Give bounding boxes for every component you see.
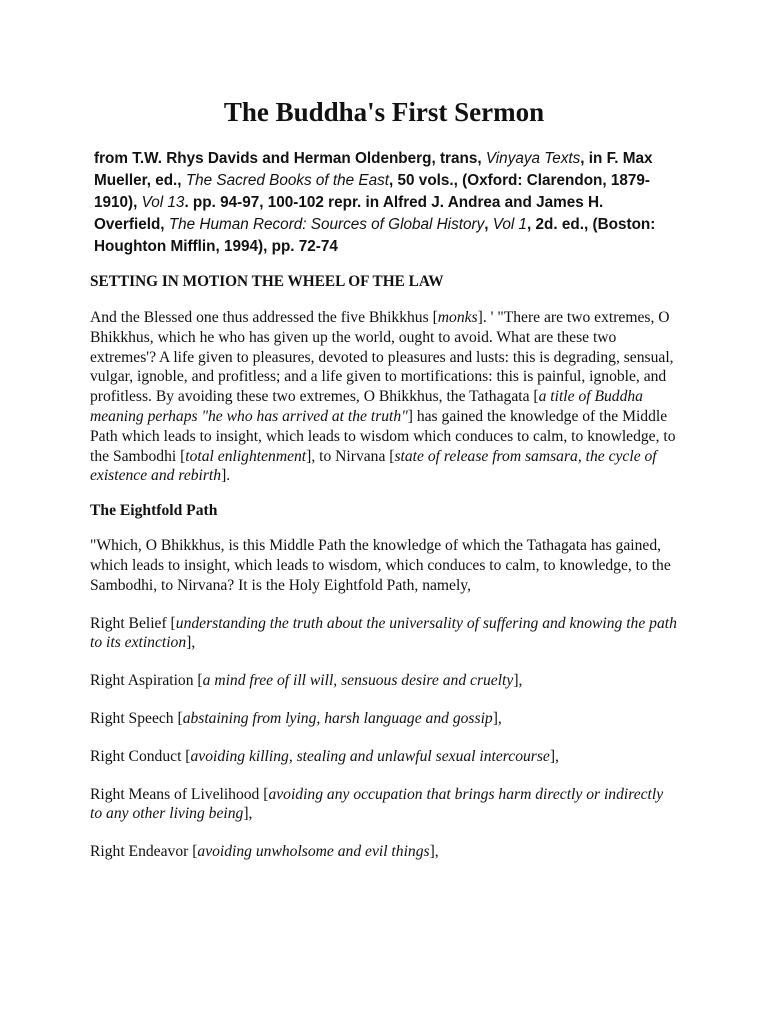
path-item-description: avoiding unwholsome and evil things (197, 843, 430, 861)
section-heading: SETTING IN MOTION THE WHEEL OF THE LAW (90, 273, 444, 290)
path-item-name: Right Means of Livelihood [ (90, 785, 269, 803)
paragraph-text: ]. (221, 467, 231, 485)
path-item-right-aspiration (90, 671, 678, 691)
paragraph-gloss: monks (437, 309, 478, 326)
citation-text: , 2d. ed., (Boston: Houghton Mifflin, 1994), pp. 72-74 (94, 216, 656, 255)
path-item-end: ], (243, 805, 253, 823)
citation-text: . pp. 94-97, 100-102 repr. in Alfred J. Andrea and James H. Overfield, (94, 194, 604, 233)
path-item-right-livelihood (90, 785, 678, 825)
path-item-name: Right Aspiration [ (90, 672, 203, 690)
path-item-description: avoiding killing, stealing and unlawful sexual intercourse (190, 747, 550, 765)
citation-italic: The Sacred Books of the East (185, 172, 390, 189)
path-item-name: Right Speech [ (90, 709, 183, 727)
document-title: The Buddha's First Sermon (223, 97, 545, 127)
citation-text: , 50 vols., (Oxford: Clarendon, 1879-1910), (94, 172, 651, 211)
citation-text: , (484, 216, 493, 233)
path-item-right-conduct (90, 747, 678, 767)
path-item-description: a mind free of ill will, sensuous desire and cruelty (202, 672, 514, 690)
path-item-end: ], (429, 843, 439, 861)
paragraph-text: ], to Nirvana [ (306, 447, 395, 465)
path-item-right-speech (90, 709, 678, 729)
path-item-right-endeavor (90, 842, 678, 862)
paragraph-gloss: total enlightenment (185, 447, 307, 465)
paragraph-text: ]. ' "There are two extremes, O Bhikkhus, which he who has given up the world, ought to avoid. What are these two extremes'? A life given to pleasures, devoted to pleasures and lusts: this is degrading, sensual, vulgar, ignoble, and profitless; and a life given to mortifications: this is painful, ignoble, and profitless. By avoiding these two extremes, O Bhikkhus, the Tathagata [ (90, 309, 674, 406)
path-item-end: ], (186, 634, 196, 652)
path-item-end: ], (492, 709, 502, 727)
paragraph-text: And the Blessed one thus addressed the five Bhikkhus [ (90, 309, 438, 326)
path-item-name: Right Belief [ (90, 614, 176, 632)
path-item-end: ], (513, 672, 523, 690)
path-item-description: abstaining from lying, harsh language and gossip (182, 709, 493, 727)
path-item-right-belief (90, 614, 678, 654)
paragraph-text: ] has gained the knowledge of the Middle Path which leads to insight, which leads to wisdom which conduces to calm, to knowledge, to the Sambodhi [ (90, 407, 676, 465)
citation-text: from T.W. Rhys Davids and Herman Oldenberg, trans, (94, 150, 486, 167)
citation-italic: The Human Record: Sources of Global History (168, 216, 485, 233)
citation-italic: Vinyaya Texts (485, 150, 581, 167)
path-item-name: Right Endeavor [ (90, 843, 198, 861)
citation-italic: Vol 1 (492, 216, 528, 233)
path-item-end: ], (549, 747, 559, 765)
path-item-description: understanding the truth about the universality of suffering and knowing the path to its extinction (90, 614, 677, 652)
path-item-name: Right Conduct [ (90, 747, 191, 765)
middle-path-paragraph: "Which, O Bhikkhus, is this Middle Path the knowledge of which the Tathagata has gained, which leads to insight, which leads to wisdom, which conduces to calm, to knowledge, to the Sambodhi, to Nirvana? It is the Holy Eightfold Path, namely, (90, 537, 671, 594)
paragraph-gloss: a title of Buddha meaning perhaps "he who has arrived at the truth" (90, 388, 643, 425)
paragraph-gloss: state of release from samsara, the cycle of existence and rebirth (90, 447, 657, 485)
citation-italic: Vol 13 (141, 194, 185, 211)
intro-paragraph (90, 308, 678, 486)
subheading-eightfold-path: The Eightfold Path (90, 502, 218, 520)
source-citation (90, 148, 678, 258)
citation-text: , in F. Max Mueller, ed., (94, 150, 653, 189)
path-item-description: avoiding any occupation that brings harm directly or indirectly to any other living being (90, 785, 664, 823)
